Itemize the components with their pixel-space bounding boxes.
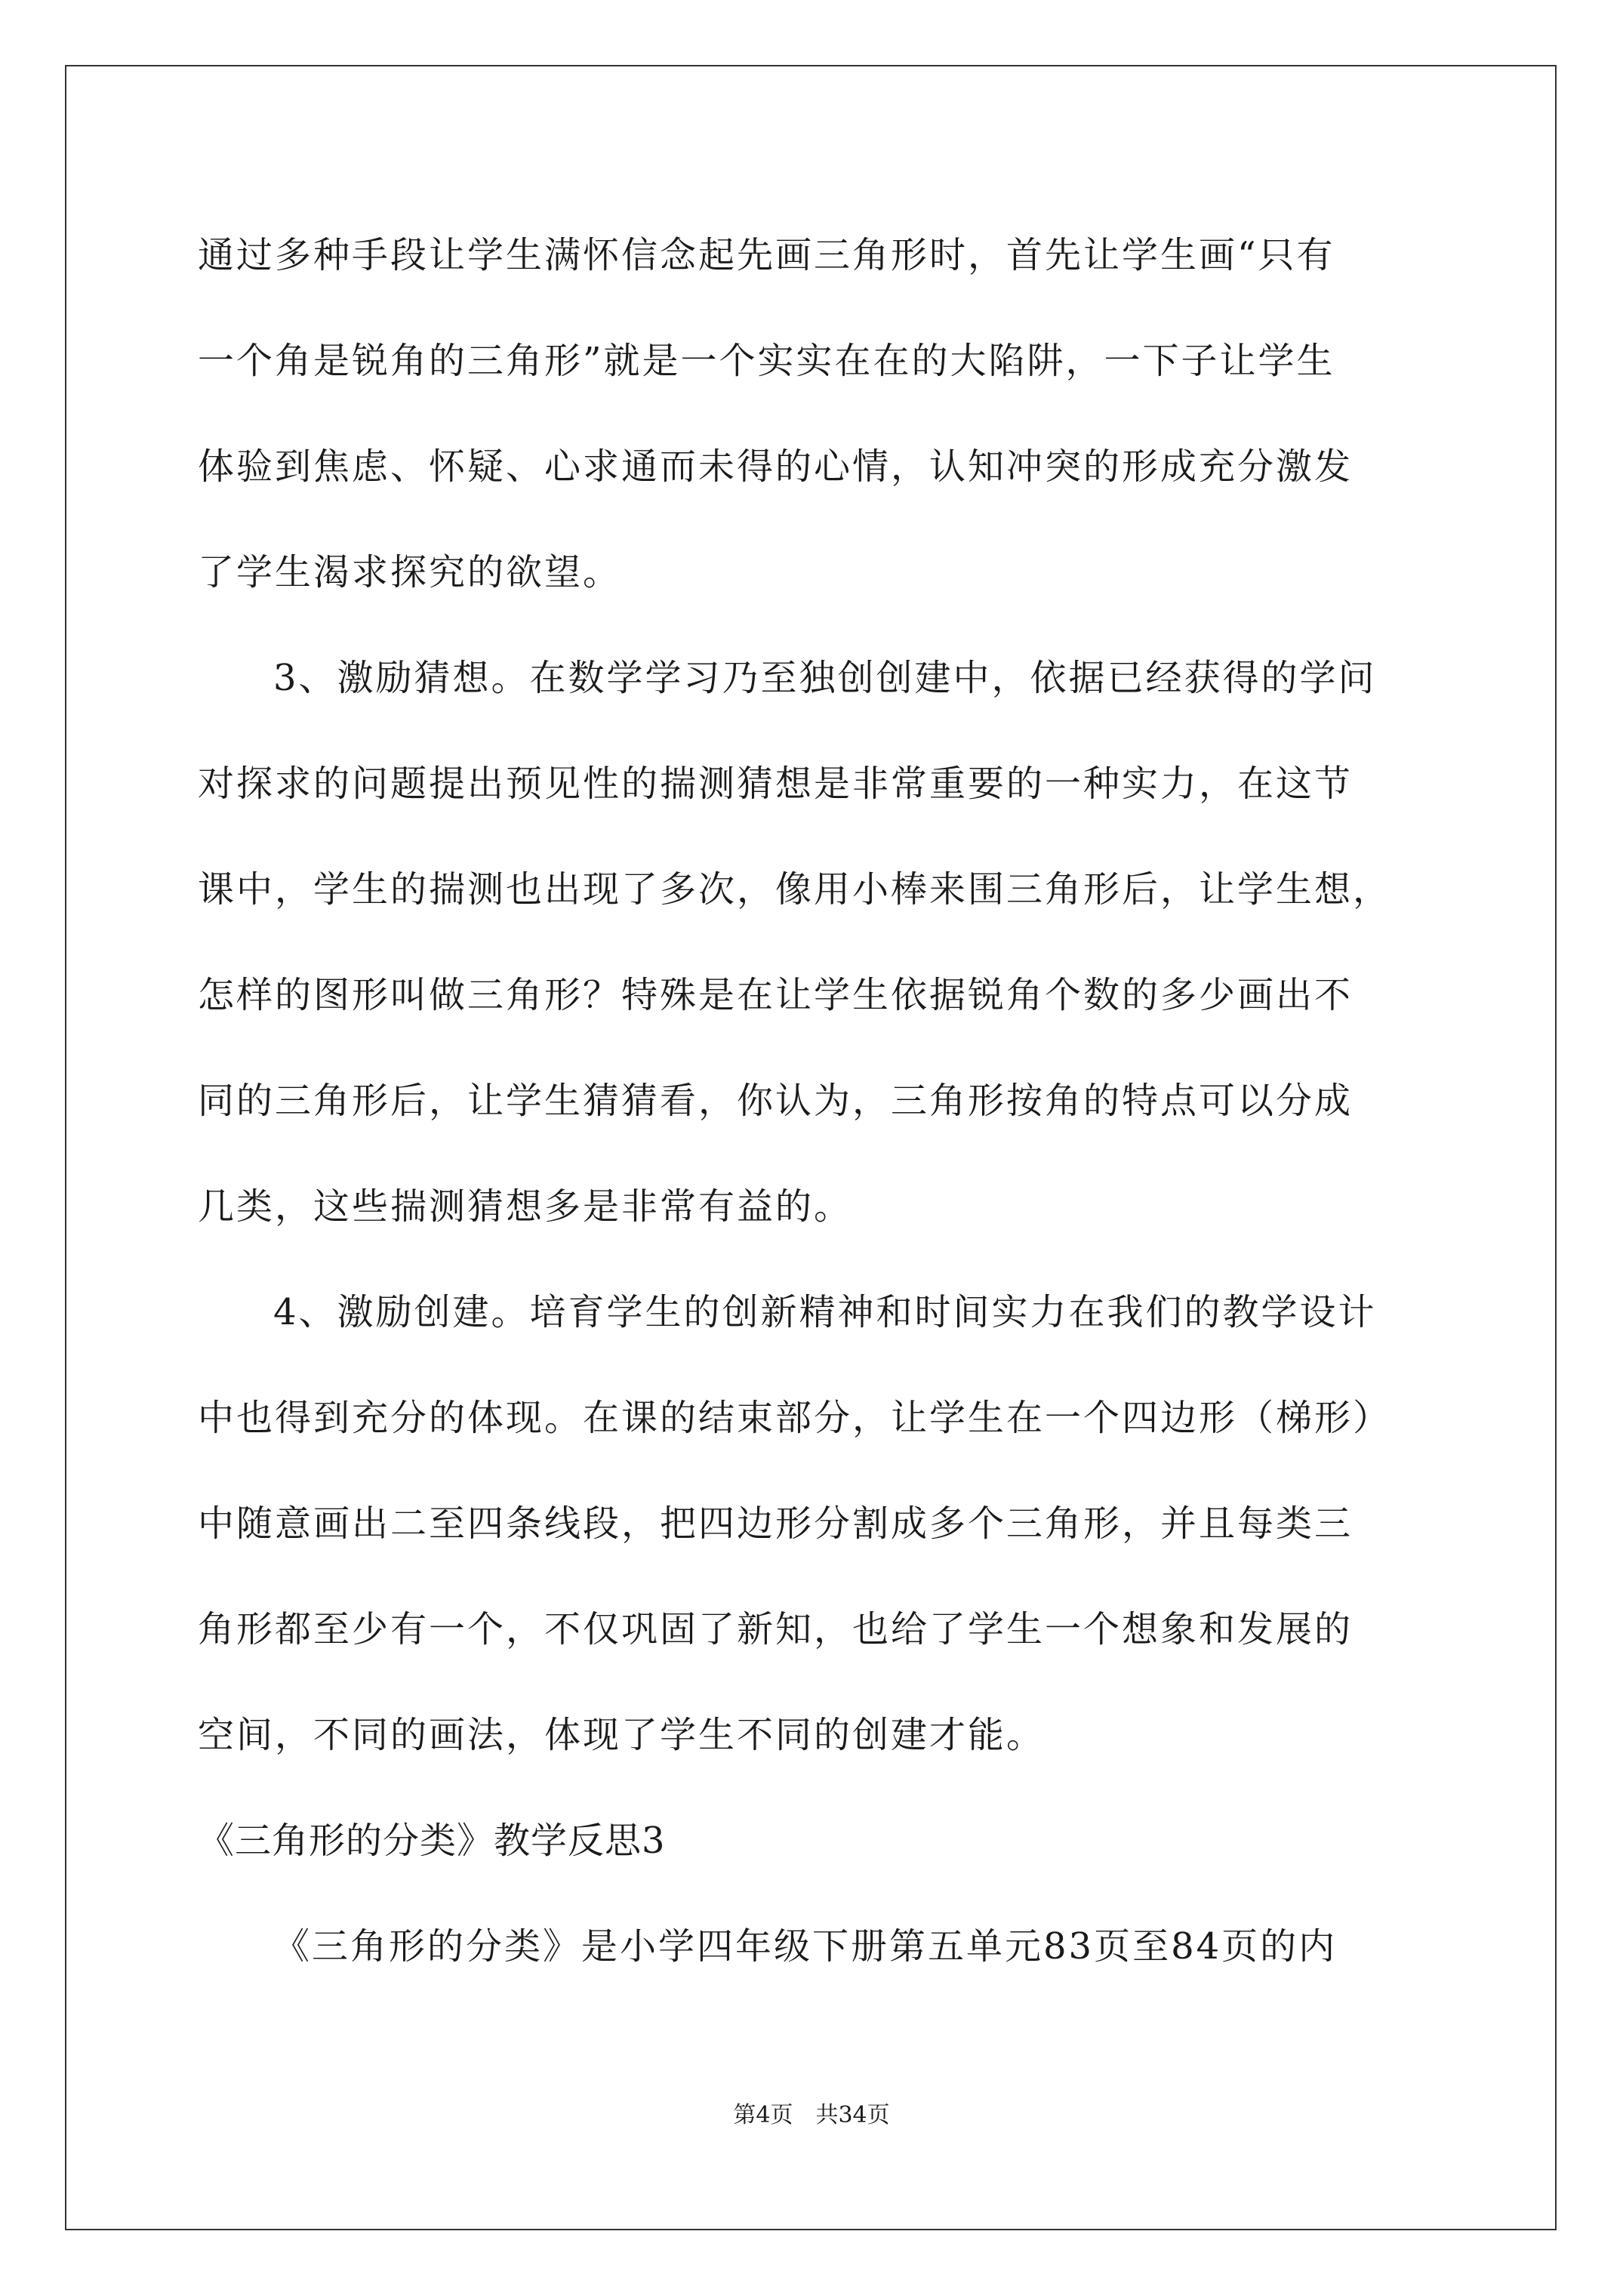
paragraph-line: 空间，不同的画法，体现了学生不同的创建才能。 bbox=[198, 1714, 1046, 1756]
paragraph-line: 了学生渴求探究的欲望。 bbox=[198, 551, 622, 593]
page-number-footer: 第4页 共34页 bbox=[733, 2102, 890, 2128]
paragraph-line: 中也得到充分的体现。在课的结束部分，让学生在一个四边形（梯形） bbox=[198, 1397, 1392, 1439]
paragraph-line: 4、激励创建。培育学生的创新精神和时间实力在我们的教学设计 bbox=[273, 1291, 1377, 1333]
paragraph-line: 角形都至少有一个，不仅巩固了新知，也给了学生一个想象和发展的 bbox=[198, 1608, 1354, 1650]
paragraph-line: 同的三角形后，让学生猜猜看，你认为，三角形按角的特点可以分成 bbox=[198, 1080, 1354, 1122]
paragraph-line: 几类，这些揣测猜想多是非常有益的。 bbox=[198, 1185, 853, 1228]
paragraph-line: 通过多种手段让学生满怀信念起先画三角形时，首先让学生画“只有 bbox=[198, 234, 1335, 276]
paragraph-line: 《三角形的分类》是小学四年级下册第五单元83页至84页的内 bbox=[273, 1925, 1338, 1968]
page-border bbox=[65, 65, 1557, 2230]
paragraph-line: 3、激励猜想。在数学学习乃至独创创建中，依据已经获得的学问 bbox=[273, 657, 1377, 699]
paragraph-line: 中随意画出二至四条线段，把四边形分割成多个三角形，并且每类三 bbox=[198, 1502, 1354, 1545]
paragraph-line: 怎样的图形叫做三角形？特殊是在让学生依据锐角个数的多少画出不 bbox=[198, 974, 1354, 1016]
paragraph-line: 课中，学生的揣测也出现了多次，像用小棒来围三角形后，让学生想， bbox=[198, 868, 1392, 911]
paragraph-line: 一个角是锐角的三角形”就是一个实实在在的大陷阱，一下子让学生 bbox=[198, 340, 1335, 382]
paragraph-line: 体验到焦虑、怀疑、心求通而未得的心情，认知冲突的形成充分激发 bbox=[198, 445, 1354, 488]
section-heading: 《三角形的分类》教学反思3 bbox=[198, 1820, 666, 1862]
paragraph-line: 对探求的问题提出预见性的揣测猜想是非常重要的一种实力，在这节 bbox=[198, 763, 1354, 805]
